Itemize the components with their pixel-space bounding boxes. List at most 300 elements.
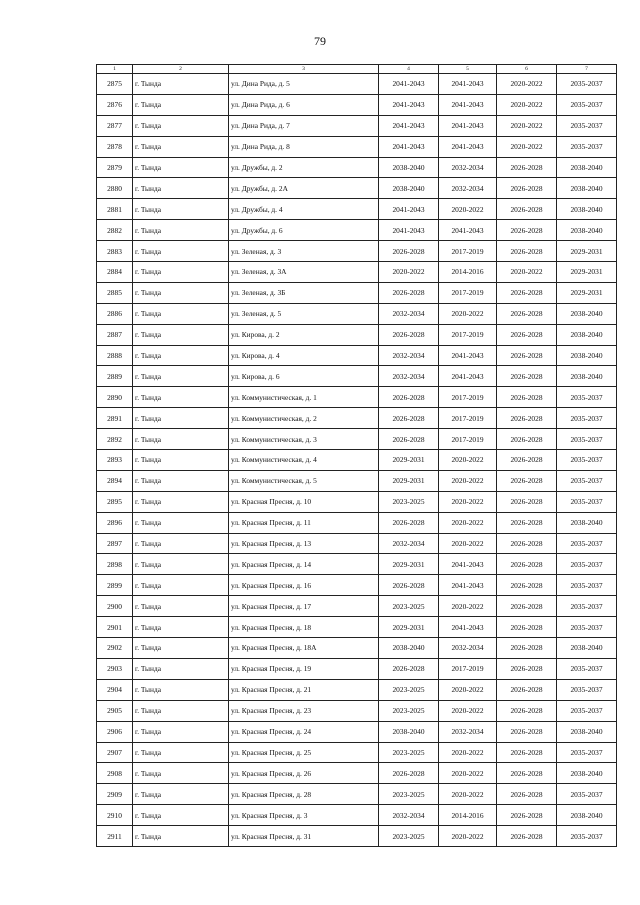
period-col7-cell: 2035-2037 [557, 533, 617, 554]
city-cell: г. Тында [133, 366, 229, 387]
period-col6-cell: 2020-2022 [497, 74, 557, 95]
period-col4-cell: 2023-2025 [379, 700, 439, 721]
period-col4-cell: 2023-2025 [379, 742, 439, 763]
column-number: 2 [133, 65, 229, 74]
row-number-cell: 2907 [97, 742, 133, 763]
period-col7-cell: 2038-2040 [557, 303, 617, 324]
table-row [97, 450, 617, 471]
period-col7-cell: 2035-2037 [557, 742, 617, 763]
city-cell: г. Тында [133, 638, 229, 659]
period-col4-cell: 2023-2025 [379, 679, 439, 700]
period-col5-cell: 2032-2034 [439, 178, 497, 199]
address-cell: ул. Красная Пресня, д. 13 [229, 533, 379, 554]
period-col5-cell: 2032-2034 [439, 157, 497, 178]
row-number-cell: 2889 [97, 366, 133, 387]
table-row [97, 742, 617, 763]
period-col6-cell: 2026-2028 [497, 575, 557, 596]
period-col4-cell: 2026-2028 [379, 387, 439, 408]
period-col5-cell: 2017-2019 [439, 324, 497, 345]
period-col5-cell: 2041-2043 [439, 575, 497, 596]
period-col5-cell: 2017-2019 [439, 241, 497, 262]
table-row [97, 429, 617, 450]
period-col6-cell: 2026-2028 [497, 491, 557, 512]
period-col6-cell: 2026-2028 [497, 324, 557, 345]
city-cell: г. Тында [133, 679, 229, 700]
city-cell: г. Тында [133, 554, 229, 575]
address-cell: ул. Дружбы, д. 4 [229, 199, 379, 220]
period-col7-cell: 2035-2037 [557, 784, 617, 805]
period-col5-cell: 2020-2022 [439, 826, 497, 847]
period-col4-cell: 2023-2025 [379, 491, 439, 512]
address-cell: ул. Дина Рида, д. 7 [229, 115, 379, 136]
period-col6-cell: 2026-2028 [497, 220, 557, 241]
page-number: 79 [314, 34, 326, 48]
period-col7-cell: 2035-2037 [557, 94, 617, 115]
city-cell: г. Тында [133, 805, 229, 826]
period-col5-cell: 2017-2019 [439, 658, 497, 679]
city-cell: г. Тында [133, 241, 229, 262]
period-col7-cell: 2038-2040 [557, 157, 617, 178]
period-col5-cell: 2041-2043 [439, 554, 497, 575]
period-col6-cell: 2026-2028 [497, 721, 557, 742]
address-cell: ул. Дружбы, д. 2 [229, 157, 379, 178]
period-col4-cell: 2026-2028 [379, 575, 439, 596]
period-col7-cell: 2035-2037 [557, 596, 617, 617]
period-col4-cell: 2041-2043 [379, 74, 439, 95]
address-cell: ул. Красная Пресня, д. 16 [229, 575, 379, 596]
address-cell: ул. Кирова, д. 4 [229, 345, 379, 366]
city-cell: г. Тында [133, 450, 229, 471]
row-number-cell: 2896 [97, 512, 133, 533]
period-col4-cell: 2032-2034 [379, 533, 439, 554]
period-col4-cell: 2026-2028 [379, 408, 439, 429]
period-col4-cell: 2032-2034 [379, 345, 439, 366]
address-cell: ул. Зеленая, д. 3А [229, 262, 379, 283]
address-cell: ул. Красная Пресня, д. 18 [229, 617, 379, 638]
address-cell: ул. Зеленая, д. 3 [229, 241, 379, 262]
address-cell: ул. Коммунистическая, д. 2 [229, 408, 379, 429]
address-cell: ул. Красная Пресня, д. 23 [229, 700, 379, 721]
period-col7-cell: 2038-2040 [557, 805, 617, 826]
period-col7-cell: 2038-2040 [557, 721, 617, 742]
period-col5-cell: 2041-2043 [439, 220, 497, 241]
period-col6-cell: 2026-2028 [497, 387, 557, 408]
row-number-cell: 2879 [97, 157, 133, 178]
period-col5-cell: 2017-2019 [439, 282, 497, 303]
period-col6-cell: 2020-2022 [497, 94, 557, 115]
row-number-cell: 2888 [97, 345, 133, 366]
period-col4-cell: 2038-2040 [379, 157, 439, 178]
table-row [97, 282, 617, 303]
period-col5-cell: 2020-2022 [439, 199, 497, 220]
row-number-cell: 2887 [97, 324, 133, 345]
period-col4-cell: 2041-2043 [379, 136, 439, 157]
period-col5-cell: 2020-2022 [439, 512, 497, 533]
table-row [97, 199, 617, 220]
city-cell: г. Тында [133, 617, 229, 638]
column-number-row [97, 65, 617, 74]
address-cell: ул. Коммунистическая, д. 5 [229, 470, 379, 491]
period-col4-cell: 2020-2022 [379, 262, 439, 283]
period-col5-cell: 2020-2022 [439, 679, 497, 700]
period-col5-cell: 2020-2022 [439, 303, 497, 324]
period-col4-cell: 2023-2025 [379, 596, 439, 617]
period-col7-cell: 2038-2040 [557, 638, 617, 659]
city-cell: г. Тында [133, 491, 229, 512]
period-col6-cell: 2026-2028 [497, 241, 557, 262]
registry-table [96, 64, 617, 847]
period-col7-cell: 2038-2040 [557, 366, 617, 387]
period-col7-cell: 2035-2037 [557, 700, 617, 721]
period-col6-cell: 2026-2028 [497, 366, 557, 387]
column-number: 6 [497, 65, 557, 74]
period-col6-cell: 2020-2022 [497, 115, 557, 136]
address-cell: ул. Красная Пресня, д. 3 [229, 805, 379, 826]
city-cell: г. Тында [133, 512, 229, 533]
row-number-cell: 2903 [97, 658, 133, 679]
period-col7-cell: 2029-2031 [557, 262, 617, 283]
city-cell: г. Тында [133, 408, 229, 429]
column-number: 3 [229, 65, 379, 74]
table-row [97, 303, 617, 324]
period-col6-cell: 2026-2028 [497, 617, 557, 638]
city-cell: г. Тында [133, 303, 229, 324]
row-number-cell: 2893 [97, 450, 133, 471]
period-col7-cell: 2035-2037 [557, 575, 617, 596]
address-cell: ул. Красная Пресня, д. 18А [229, 638, 379, 659]
city-cell: г. Тында [133, 826, 229, 847]
period-col7-cell: 2035-2037 [557, 450, 617, 471]
address-cell: ул. Кирова, д. 2 [229, 324, 379, 345]
table-row [97, 94, 617, 115]
period-col6-cell: 2026-2028 [497, 450, 557, 471]
city-cell: г. Тында [133, 345, 229, 366]
city-cell: г. Тында [133, 721, 229, 742]
table-row [97, 408, 617, 429]
period-col6-cell: 2026-2028 [497, 679, 557, 700]
period-col6-cell: 2020-2022 [497, 136, 557, 157]
period-col5-cell: 2041-2043 [439, 115, 497, 136]
period-col5-cell: 2014-2016 [439, 262, 497, 283]
row-number-cell: 2897 [97, 533, 133, 554]
table-row [97, 533, 617, 554]
period-col7-cell: 2038-2040 [557, 199, 617, 220]
period-col5-cell: 2041-2043 [439, 136, 497, 157]
period-col6-cell: 2026-2028 [497, 512, 557, 533]
city-cell: г. Тында [133, 700, 229, 721]
row-number-cell: 2882 [97, 220, 133, 241]
address-cell: ул. Дина Рида, д. 5 [229, 74, 379, 95]
period-col5-cell: 2020-2022 [439, 450, 497, 471]
table-row [97, 554, 617, 575]
period-col4-cell: 2041-2043 [379, 115, 439, 136]
period-col7-cell: 2035-2037 [557, 679, 617, 700]
city-cell: г. Тында [133, 742, 229, 763]
address-cell: ул. Красная Пресня, д. 21 [229, 679, 379, 700]
period-col4-cell: 2029-2031 [379, 554, 439, 575]
row-number-cell: 2877 [97, 115, 133, 136]
row-number-cell: 2881 [97, 199, 133, 220]
city-cell: г. Тында [133, 115, 229, 136]
period-col4-cell: 2029-2031 [379, 450, 439, 471]
row-number-cell: 2890 [97, 387, 133, 408]
row-number-cell: 2891 [97, 408, 133, 429]
period-col5-cell: 2041-2043 [439, 366, 497, 387]
row-number-cell: 2883 [97, 241, 133, 262]
address-cell: ул. Красная Пресня, д. 24 [229, 721, 379, 742]
period-col5-cell: 2020-2022 [439, 533, 497, 554]
period-col5-cell: 2020-2022 [439, 470, 497, 491]
city-cell: г. Тында [133, 387, 229, 408]
period-col7-cell: 2035-2037 [557, 470, 617, 491]
table-row [97, 617, 617, 638]
city-cell: г. Тында [133, 324, 229, 345]
table-row [97, 700, 617, 721]
city-cell: г. Тында [133, 94, 229, 115]
period-col6-cell: 2026-2028 [497, 178, 557, 199]
period-col4-cell: 2026-2028 [379, 282, 439, 303]
city-cell: г. Тында [133, 596, 229, 617]
period-col6-cell: 2026-2028 [497, 638, 557, 659]
period-col7-cell: 2035-2037 [557, 554, 617, 575]
address-cell: ул. Дина Рида, д. 6 [229, 94, 379, 115]
period-col5-cell: 2017-2019 [439, 408, 497, 429]
period-col5-cell: 2020-2022 [439, 596, 497, 617]
table-row [97, 220, 617, 241]
table-row [97, 575, 617, 596]
period-col5-cell: 2041-2043 [439, 74, 497, 95]
address-cell: ул. Кирова, д. 6 [229, 366, 379, 387]
row-number-cell: 2880 [97, 178, 133, 199]
table-row [97, 178, 617, 199]
table-row [97, 241, 617, 262]
table-row [97, 74, 617, 95]
period-col6-cell: 2026-2028 [497, 303, 557, 324]
address-cell: ул. Дружбы, д. 6 [229, 220, 379, 241]
table-row [97, 157, 617, 178]
row-number-cell: 2878 [97, 136, 133, 157]
period-col5-cell: 2032-2034 [439, 721, 497, 742]
address-cell: ул. Зеленая, д. 5 [229, 303, 379, 324]
row-number-cell: 2876 [97, 94, 133, 115]
row-number-cell: 2899 [97, 575, 133, 596]
period-col4-cell: 2041-2043 [379, 220, 439, 241]
period-col7-cell: 2038-2040 [557, 178, 617, 199]
table-row [97, 658, 617, 679]
table-row [97, 512, 617, 533]
table-row [97, 721, 617, 742]
period-col4-cell: 2032-2034 [379, 303, 439, 324]
period-col6-cell: 2026-2028 [497, 199, 557, 220]
table-row [97, 784, 617, 805]
address-cell: ул. Красная Пресня, д. 25 [229, 742, 379, 763]
row-number-cell: 2906 [97, 721, 133, 742]
period-col4-cell: 2038-2040 [379, 638, 439, 659]
period-col6-cell: 2026-2028 [497, 784, 557, 805]
period-col7-cell: 2035-2037 [557, 408, 617, 429]
period-col6-cell: 2026-2028 [497, 157, 557, 178]
city-cell: г. Тында [133, 220, 229, 241]
city-cell: г. Тында [133, 157, 229, 178]
period-col6-cell: 2026-2028 [497, 408, 557, 429]
table-row [97, 596, 617, 617]
row-number-cell: 2894 [97, 470, 133, 491]
period-col4-cell: 2023-2025 [379, 784, 439, 805]
period-col4-cell: 2026-2028 [379, 512, 439, 533]
period-col7-cell: 2038-2040 [557, 512, 617, 533]
city-cell: г. Тында [133, 282, 229, 303]
period-col6-cell: 2020-2022 [497, 262, 557, 283]
period-col5-cell: 2017-2019 [439, 429, 497, 450]
period-col4-cell: 2029-2031 [379, 617, 439, 638]
address-cell: ул. Коммунистическая, д. 1 [229, 387, 379, 408]
address-cell: ул. Красная Пресня, д. 11 [229, 512, 379, 533]
table-row [97, 345, 617, 366]
address-cell: ул. Дина Рида, д. 8 [229, 136, 379, 157]
period-col5-cell: 2041-2043 [439, 345, 497, 366]
period-col7-cell: 2035-2037 [557, 74, 617, 95]
city-cell: г. Тында [133, 784, 229, 805]
address-cell: ул. Дружбы, д. 2А [229, 178, 379, 199]
period-col6-cell: 2026-2028 [497, 742, 557, 763]
period-col7-cell: 2035-2037 [557, 658, 617, 679]
table-row [97, 366, 617, 387]
city-cell: г. Тында [133, 658, 229, 679]
city-cell: г. Тында [133, 199, 229, 220]
row-number-cell: 2902 [97, 638, 133, 659]
table-row [97, 805, 617, 826]
row-number-cell: 2900 [97, 596, 133, 617]
row-number-cell: 2884 [97, 262, 133, 283]
period-col6-cell: 2026-2028 [497, 429, 557, 450]
period-col5-cell: 2020-2022 [439, 742, 497, 763]
row-number-cell: 2904 [97, 679, 133, 700]
address-cell: ул. Красная Пресня, д. 17 [229, 596, 379, 617]
row-number-cell: 2885 [97, 282, 133, 303]
period-col7-cell: 2035-2037 [557, 826, 617, 847]
address-cell: ул. Красная Пресня, д. 31 [229, 826, 379, 847]
period-col4-cell: 2032-2034 [379, 366, 439, 387]
city-cell: г. Тында [133, 136, 229, 157]
period-col4-cell: 2023-2025 [379, 826, 439, 847]
period-col4-cell: 2026-2028 [379, 241, 439, 262]
period-col6-cell: 2026-2028 [497, 554, 557, 575]
period-col6-cell: 2026-2028 [497, 470, 557, 491]
period-col6-cell: 2026-2028 [497, 533, 557, 554]
row-number-cell: 2892 [97, 429, 133, 450]
period-col7-cell: 2035-2037 [557, 617, 617, 638]
period-col5-cell: 2014-2016 [439, 805, 497, 826]
row-number-cell: 2905 [97, 700, 133, 721]
period-col5-cell: 2032-2034 [439, 638, 497, 659]
address-cell: ул. Красная Пресня, д. 26 [229, 763, 379, 784]
period-col5-cell: 2017-2019 [439, 387, 497, 408]
table-row [97, 638, 617, 659]
row-number-cell: 2911 [97, 826, 133, 847]
row-number-cell: 2901 [97, 617, 133, 638]
table-row [97, 491, 617, 512]
city-cell: г. Тында [133, 533, 229, 554]
city-cell: г. Тында [133, 178, 229, 199]
period-col6-cell: 2026-2028 [497, 700, 557, 721]
period-col4-cell: 2026-2028 [379, 324, 439, 345]
period-col7-cell: 2038-2040 [557, 324, 617, 345]
row-number-cell: 2908 [97, 763, 133, 784]
period-col6-cell: 2026-2028 [497, 805, 557, 826]
period-col7-cell: 2035-2037 [557, 136, 617, 157]
period-col7-cell: 2029-2031 [557, 282, 617, 303]
period-col7-cell: 2035-2037 [557, 491, 617, 512]
address-cell: ул. Красная Пресня, д. 28 [229, 784, 379, 805]
period-col7-cell: 2038-2040 [557, 763, 617, 784]
period-col7-cell: 2038-2040 [557, 345, 617, 366]
table-row [97, 387, 617, 408]
period-col5-cell: 2020-2022 [439, 491, 497, 512]
period-col6-cell: 2026-2028 [497, 826, 557, 847]
row-number-cell: 2898 [97, 554, 133, 575]
period-col6-cell: 2026-2028 [497, 345, 557, 366]
period-col4-cell: 2026-2028 [379, 429, 439, 450]
period-col4-cell: 2032-2034 [379, 805, 439, 826]
column-number: 7 [557, 65, 617, 74]
table-row [97, 324, 617, 345]
address-cell: ул. Коммунистическая, д. 4 [229, 450, 379, 471]
period-col5-cell: 2020-2022 [439, 763, 497, 784]
city-cell: г. Тында [133, 429, 229, 450]
address-cell: ул. Красная Пресня, д. 19 [229, 658, 379, 679]
period-col4-cell: 2038-2040 [379, 721, 439, 742]
period-col5-cell: 2041-2043 [439, 94, 497, 115]
row-number-cell: 2886 [97, 303, 133, 324]
period-col5-cell: 2020-2022 [439, 784, 497, 805]
period-col7-cell: 2038-2040 [557, 220, 617, 241]
period-col4-cell: 2041-2043 [379, 94, 439, 115]
period-col5-cell: 2041-2043 [439, 617, 497, 638]
city-cell: г. Тында [133, 262, 229, 283]
row-number-cell: 2875 [97, 74, 133, 95]
period-col4-cell: 2038-2040 [379, 178, 439, 199]
city-cell: г. Тында [133, 763, 229, 784]
period-col4-cell: 2041-2043 [379, 199, 439, 220]
column-number: 4 [379, 65, 439, 74]
period-col7-cell: 2035-2037 [557, 387, 617, 408]
period-col4-cell: 2029-2031 [379, 470, 439, 491]
period-col6-cell: 2026-2028 [497, 282, 557, 303]
city-cell: г. Тында [133, 575, 229, 596]
column-number: 1 [97, 65, 133, 74]
table-row [97, 470, 617, 491]
period-col6-cell: 2026-2028 [497, 658, 557, 679]
row-number-cell: 2909 [97, 784, 133, 805]
row-number-cell: 2910 [97, 805, 133, 826]
period-col7-cell: 2035-2037 [557, 429, 617, 450]
city-cell: г. Тында [133, 74, 229, 95]
period-col5-cell: 2020-2022 [439, 700, 497, 721]
period-col7-cell: 2029-2031 [557, 241, 617, 262]
period-col4-cell: 2026-2028 [379, 658, 439, 679]
period-col7-cell: 2035-2037 [557, 115, 617, 136]
period-col6-cell: 2026-2028 [497, 596, 557, 617]
column-number: 5 [439, 65, 497, 74]
city-cell: г. Тында [133, 470, 229, 491]
table-row [97, 136, 617, 157]
table-row [97, 826, 617, 847]
address-cell: ул. Зеленая, д. 3Б [229, 282, 379, 303]
address-cell: ул. Коммунистическая, д. 3 [229, 429, 379, 450]
period-col6-cell: 2026-2028 [497, 763, 557, 784]
table-row [97, 115, 617, 136]
row-number-cell: 2895 [97, 491, 133, 512]
